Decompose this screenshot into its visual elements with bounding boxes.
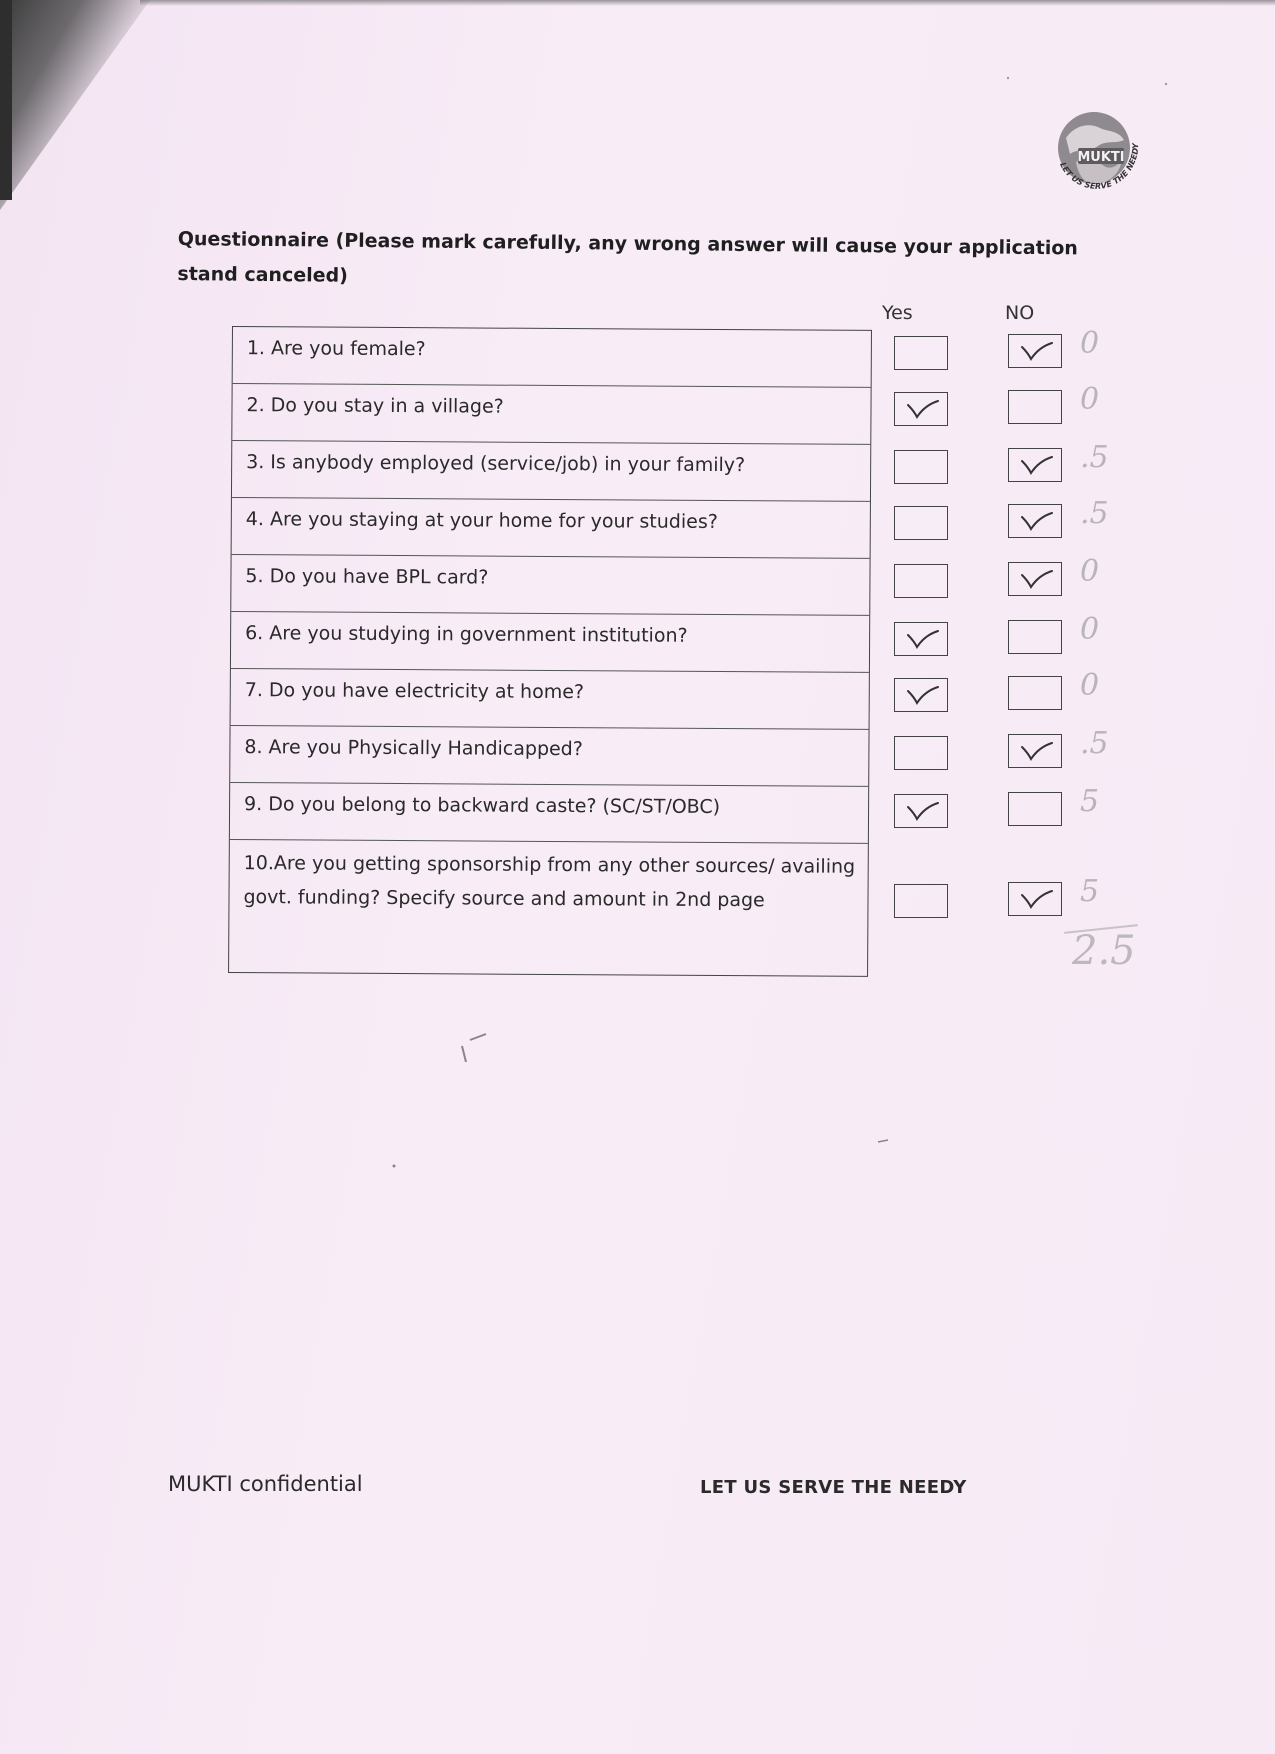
handwritten-score: 0: [1080, 554, 1100, 589]
question-text: 4. Are you staying at your home for your studies?: [245, 508, 718, 533]
question-text: 9. Do you belong to backward caste? (SC/ST/OBC): [244, 793, 721, 818]
question-text: 5. Do you have BPL card?: [245, 565, 489, 589]
no-checkbox[interactable]: [1008, 792, 1062, 826]
checkmark-icon: [1019, 339, 1055, 363]
checkmark-icon: [1019, 887, 1055, 911]
question-text: 2. Do you stay in a village?: [246, 394, 504, 418]
question-row: [231, 555, 869, 616]
yes-checkbox[interactable]: [894, 506, 948, 540]
question-row: [230, 783, 868, 844]
question-text: 7. Do you have electricity at home?: [244, 679, 585, 704]
checkmark-icon: [1019, 739, 1055, 763]
checkmark-icon: [905, 683, 941, 707]
handwritten-score: 5: [1080, 874, 1100, 909]
question-row: [232, 498, 870, 559]
question-text: 1. Are you female?: [246, 337, 426, 361]
scan-edge-left: [0, 0, 150, 210]
no-checkbox[interactable]: [1008, 448, 1062, 482]
scan-edge-top: [140, 0, 1275, 6]
checkmark-icon: [905, 627, 941, 651]
total-score: 2.5: [1072, 928, 1136, 974]
no-checkbox[interactable]: [1008, 734, 1062, 768]
yes-checkbox[interactable]: [894, 622, 948, 656]
checkmark-icon: [905, 397, 941, 421]
question-row: [231, 669, 869, 730]
no-checkbox[interactable]: [1008, 676, 1062, 710]
scan-edge-shadow: [0, 0, 12, 200]
question-row: [230, 726, 868, 787]
mukti-logo: [1048, 104, 1144, 200]
question-row: [232, 441, 870, 502]
question-row: [233, 327, 871, 388]
yes-checkbox[interactable]: [894, 884, 948, 918]
handwritten-score: 0: [1080, 668, 1100, 703]
handwritten-score: .5: [1080, 496, 1109, 531]
footer-motto: LET US SERVE THE NEEDY: [700, 1477, 967, 1498]
handwritten-score: .5: [1080, 440, 1109, 475]
question-row: [231, 612, 869, 673]
footer-confidential: MUKTI confidential: [168, 1472, 363, 1496]
handwritten-score: .5: [1080, 726, 1109, 761]
yes-checkbox[interactable]: [894, 392, 948, 426]
no-checkbox[interactable]: [1008, 882, 1062, 916]
logo-wordmark: MUKTI: [1077, 150, 1125, 165]
no-checkbox[interactable]: [1008, 334, 1062, 368]
yes-checkbox[interactable]: [894, 336, 948, 370]
questionnaire-table: [228, 326, 872, 977]
question-row: [232, 384, 870, 445]
questionnaire-title: Questionnaire (Please mark carefully, any wrong answer will cause your application stand canceled): [177, 227, 1078, 287]
no-checkbox[interactable]: [1008, 390, 1062, 424]
checkmark-icon: [1019, 509, 1055, 533]
yes-checkbox[interactable]: [894, 678, 948, 712]
yes-checkbox[interactable]: [894, 450, 948, 484]
yes-column-header: Yes: [882, 302, 913, 324]
logo-tagline: LET US SERVE THE NEEDY: [1058, 143, 1141, 191]
no-checkbox[interactable]: [1008, 620, 1062, 654]
no-checkbox[interactable]: [1008, 562, 1062, 596]
question-text: 8. Are you Physically Handicapped?: [244, 736, 583, 761]
yes-checkbox[interactable]: [894, 736, 948, 770]
yes-checkbox[interactable]: [894, 794, 948, 828]
checkmark-icon: [905, 799, 941, 823]
question-text: 10.Are you getting sponsorship from any other sources/ availing govt. funding? Specify source and amount in 2nd page: [243, 852, 856, 912]
handwritten-score: 5: [1080, 784, 1100, 819]
handwritten-score: 0: [1080, 326, 1100, 361]
checkmark-icon: [1019, 453, 1055, 477]
question-row: [229, 840, 868, 976]
checkmark-icon: [1019, 567, 1055, 591]
question-text: 6. Are you studying in government institution?: [245, 622, 688, 647]
handwritten-score: 0: [1080, 612, 1100, 647]
no-checkbox[interactable]: [1008, 504, 1062, 538]
question-text: 3. Is anybody employed (service/job) in your family?: [246, 451, 746, 477]
no-column-header: NO: [1005, 302, 1035, 324]
handwritten-score: 0: [1080, 382, 1100, 417]
yes-checkbox[interactable]: [894, 564, 948, 598]
